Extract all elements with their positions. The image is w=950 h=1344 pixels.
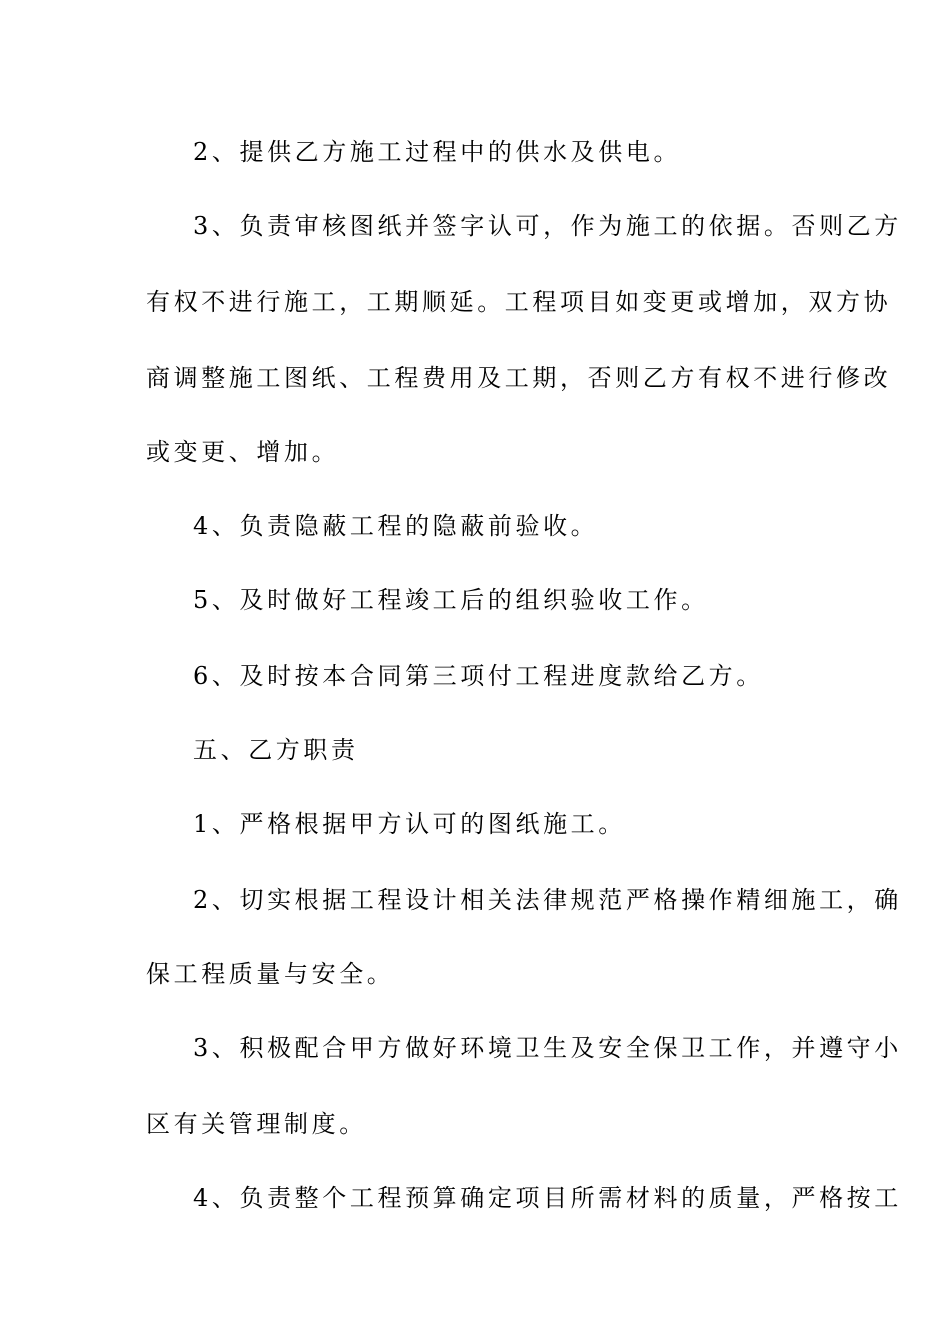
text-line-continuation: 保工程质量与安全。 — [146, 960, 395, 988]
text-line-continuation: 或变更、增加。 — [146, 438, 340, 466]
text-line-strict-operation: 2、切实根据工程设计相关法律规范严格操作精细施工，确 — [193, 886, 902, 914]
text-line-party-a-review-drawings: 3、负责审核图纸并签字认可，作为施工的依据。否则乙方 — [193, 212, 902, 240]
text-line-party-a-water-power: 2、提供乙方施工过程中的供水及供电。 — [193, 138, 682, 166]
text-line-completion-acceptance: 5、及时做好工程竣工后的组织验收工作。 — [193, 586, 709, 614]
text-line-continuation: 区有关管理制度。 — [146, 1110, 367, 1138]
text-line-continuation: 商调整施工图纸、工程费用及工期，否则乙方有权不进行修改 — [146, 364, 892, 392]
text-line-continuation: 有权不进行施工，工期顺延。工程项目如变更或增加，双方协 — [146, 288, 892, 316]
text-line-progress-payment: 6、及时按本合同第三项付工程进度款给乙方。 — [193, 662, 764, 690]
text-line-hygiene-security: 3、积极配合甲方做好环境卫生及安全保卫工作，并遵守小 — [193, 1034, 902, 1062]
text-line-follow-drawings: 1、严格根据甲方认可的图纸施工。 — [193, 810, 626, 838]
text-line-material-quality: 4、负责整个工程预算确定项目所需材料的质量，严格按工 — [193, 1184, 902, 1212]
text-line-concealed-inspection: 4、负责隐蔽工程的隐蔽前验收。 — [193, 512, 599, 540]
section-heading-party-b-duties: 五、乙方职责 — [193, 736, 359, 764]
